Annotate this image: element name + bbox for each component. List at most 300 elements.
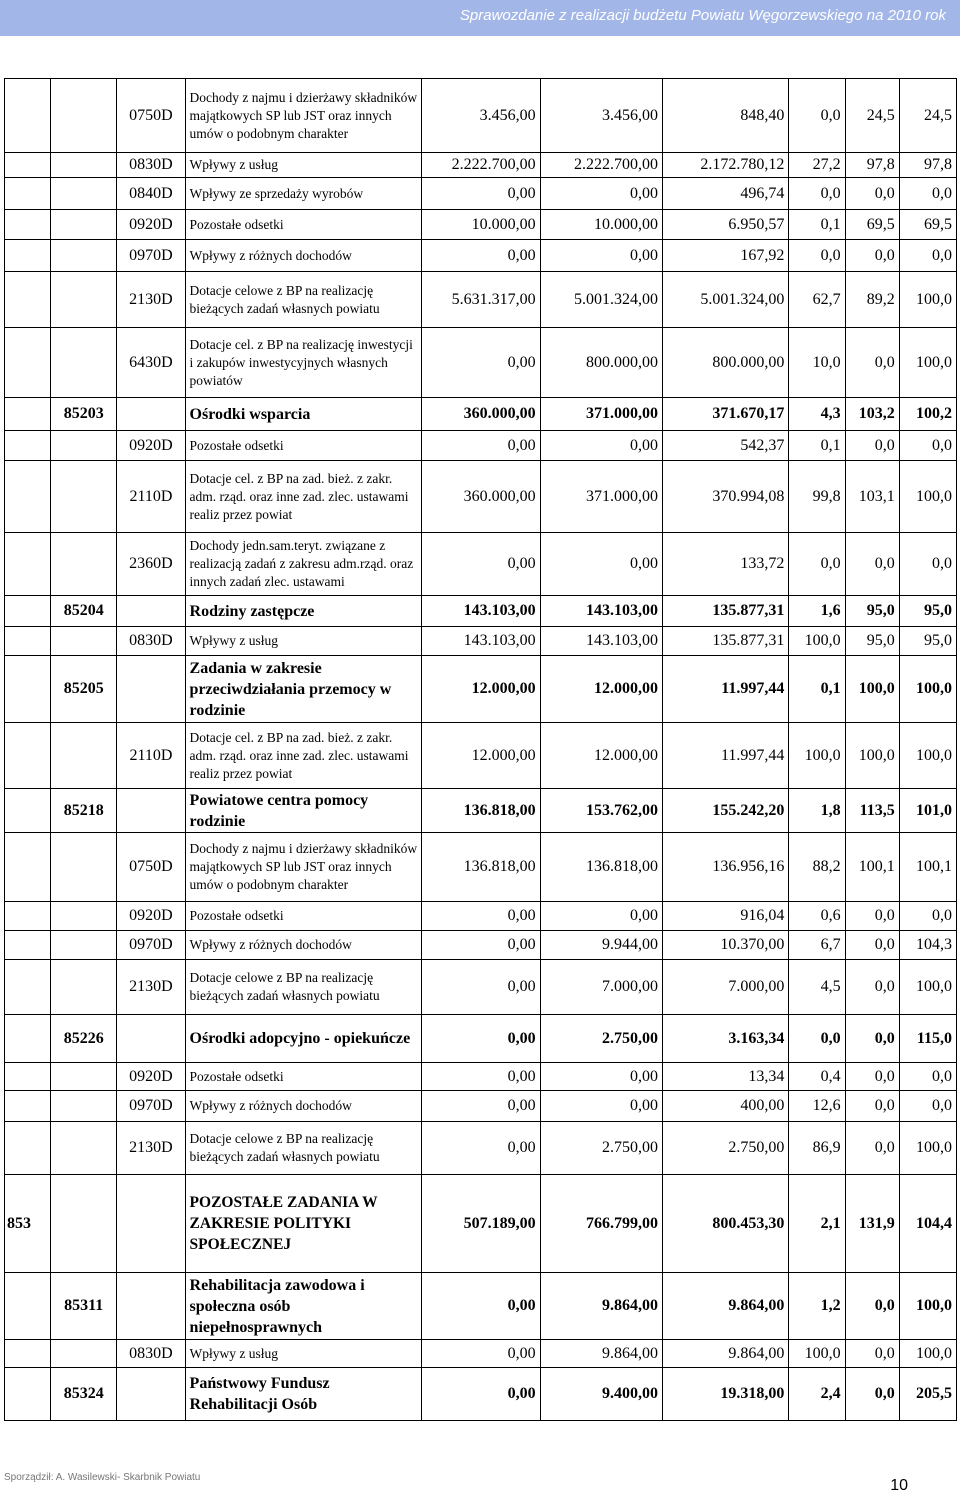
paragraph-code: 0920D xyxy=(117,210,185,240)
value-v5: 0,0 xyxy=(845,1122,899,1175)
value-v2: 371.000,00 xyxy=(540,461,662,533)
paragraph-code: 6430D xyxy=(117,328,185,398)
value-v5: 131,9 xyxy=(845,1175,899,1273)
value-v6: 100,0 xyxy=(899,960,956,1015)
section-code xyxy=(5,272,51,328)
section-code xyxy=(5,902,51,931)
value-v2: 9.944,00 xyxy=(540,931,662,960)
value-v4: 100,0 xyxy=(789,1340,845,1368)
value-v5: 0,0 xyxy=(845,1091,899,1122)
value-v1: 0,00 xyxy=(422,1368,540,1421)
value-v1: 0,00 xyxy=(422,1273,540,1340)
description-cell: Dotacje celowe z BP na realizację bieżących zadań własnych powiatu xyxy=(185,1122,422,1175)
value-v3: 496,74 xyxy=(663,178,789,210)
value-v3: 11.997,44 xyxy=(663,723,789,789)
description-cell: Rehabilitacja zawodowa i społeczna osób niepełnosprawnych xyxy=(185,1273,422,1340)
paragraph-code: 0920D xyxy=(117,431,185,461)
value-v2: 136.818,00 xyxy=(540,833,662,902)
value-v6: 100,0 xyxy=(899,1122,956,1175)
section-code xyxy=(5,153,51,178)
value-v4: 86,9 xyxy=(789,1122,845,1175)
description-cell: Dotacje celowe z BP na realizację bieżących zadań własnych powiatu xyxy=(185,272,422,328)
value-v4: 99,8 xyxy=(789,461,845,533)
table-row xyxy=(5,178,957,210)
value-v1: 0,00 xyxy=(422,533,540,596)
value-v2: 0,00 xyxy=(540,1091,662,1122)
section-code xyxy=(5,461,51,533)
section-code xyxy=(5,431,51,461)
chapter-code xyxy=(51,1091,117,1122)
table-row xyxy=(5,240,957,272)
value-v3: 542,37 xyxy=(663,431,789,461)
value-v4: 12,6 xyxy=(789,1091,845,1122)
value-v5: 0,0 xyxy=(845,902,899,931)
chapter-code xyxy=(51,153,117,178)
chapter-code xyxy=(51,723,117,789)
chapter-code: 85218 xyxy=(51,789,117,833)
value-v1: 3.456,00 xyxy=(422,79,540,153)
table-row xyxy=(5,1091,957,1122)
value-v6: 100,2 xyxy=(899,398,956,431)
paragraph-code xyxy=(117,1015,185,1063)
value-v6: 205,5 xyxy=(899,1368,956,1421)
description-cell: POZOSTAŁE ZADANIA W ZAKRESIE POLITYKI SPOŁECZNEJ xyxy=(185,1175,422,1273)
chapter-code xyxy=(51,833,117,902)
description-cell: Powiatowe centra pomocy rodzinie xyxy=(185,789,422,833)
value-v5: 89,2 xyxy=(845,272,899,328)
value-v2: 371.000,00 xyxy=(540,398,662,431)
value-v3: 371.670,17 xyxy=(663,398,789,431)
paragraph-code xyxy=(117,1175,185,1273)
value-v6: 69,5 xyxy=(899,210,956,240)
chapter-code xyxy=(51,1063,117,1091)
value-v4: 0,0 xyxy=(789,178,845,210)
paragraph-code: 2130D xyxy=(117,960,185,1015)
value-v2: 12.000,00 xyxy=(540,723,662,789)
report-title: Sprawozdanie z realizacji budżetu Powiatu Węgorzewskiego na 2010 rok xyxy=(459,7,946,24)
table-row xyxy=(5,1175,957,1273)
value-v5: 0,0 xyxy=(845,178,899,210)
value-v2: 800.000,00 xyxy=(540,328,662,398)
value-v4: 4,5 xyxy=(789,960,845,1015)
value-v1: 0,00 xyxy=(422,1122,540,1175)
section-code xyxy=(5,1015,51,1063)
table-row xyxy=(5,533,957,596)
value-v4: 0,0 xyxy=(789,79,845,153)
paragraph-code: 2360D xyxy=(117,533,185,596)
value-v2: 9.864,00 xyxy=(540,1340,662,1368)
table-row xyxy=(5,1122,957,1175)
paragraph-code: 0840D xyxy=(117,178,185,210)
paragraph-code: 0830D xyxy=(117,627,185,656)
value-v2: 766.799,00 xyxy=(540,1175,662,1273)
section-code xyxy=(5,328,51,398)
value-v5: 0,0 xyxy=(845,1015,899,1063)
value-v4: 0,1 xyxy=(789,656,845,723)
section-code xyxy=(5,931,51,960)
value-v3: 19.318,00 xyxy=(663,1368,789,1421)
section-code xyxy=(5,627,51,656)
value-v2: 0,00 xyxy=(540,178,662,210)
value-v6: 95,0 xyxy=(899,627,956,656)
footer-author: Sporządził: A. Wasilewski- Skarbnik Powiatu xyxy=(4,1472,201,1483)
value-v1: 5.631.317,00 xyxy=(422,272,540,328)
paragraph-code xyxy=(117,596,185,627)
section-code xyxy=(5,533,51,596)
value-v5: 97,8 xyxy=(845,153,899,178)
chapter-code: 85324 xyxy=(51,1368,117,1421)
value-v1: 0,00 xyxy=(422,902,540,931)
description-cell: Wpływy z różnych dochodów xyxy=(185,240,422,272)
paragraph-code xyxy=(117,656,185,723)
value-v5: 113,5 xyxy=(845,789,899,833)
chapter-code xyxy=(51,1122,117,1175)
value-v6: 100,0 xyxy=(899,723,956,789)
paragraph-code xyxy=(117,398,185,431)
value-v6: 0,0 xyxy=(899,178,956,210)
value-v2: 2.750,00 xyxy=(540,1122,662,1175)
value-v1: 10.000,00 xyxy=(422,210,540,240)
table-row xyxy=(5,931,957,960)
value-v4: 100,0 xyxy=(789,723,845,789)
value-v1: 0,00 xyxy=(422,960,540,1015)
revenue-table xyxy=(4,78,957,1421)
value-v6: 24,5 xyxy=(899,79,956,153)
value-v4: 1,6 xyxy=(789,596,845,627)
value-v4: 6,7 xyxy=(789,931,845,960)
value-v4: 88,2 xyxy=(789,833,845,902)
chapter-code: 85204 xyxy=(51,596,117,627)
description-cell: Pozostałe odsetki xyxy=(185,902,422,931)
description-cell: Dochody z najmu i dzierżawy składników majątkowych SP lub JST oraz innych umów o podobnym charakter xyxy=(185,79,422,153)
value-v6: 0,0 xyxy=(899,240,956,272)
value-v2: 3.456,00 xyxy=(540,79,662,153)
value-v4: 2,1 xyxy=(789,1175,845,1273)
paragraph-code: 0970D xyxy=(117,240,185,272)
table-row xyxy=(5,902,957,931)
chapter-code: 85311 xyxy=(51,1273,117,1340)
description-cell: Wpływy z różnych dochodów xyxy=(185,931,422,960)
table-row xyxy=(5,656,957,723)
value-v1: 0,00 xyxy=(422,328,540,398)
value-v3: 5.001.324,00 xyxy=(663,272,789,328)
table-row xyxy=(5,1063,957,1091)
paragraph-code: 0830D xyxy=(117,1340,185,1368)
value-v1: 0,00 xyxy=(422,1340,540,1368)
value-v2: 12.000,00 xyxy=(540,656,662,723)
value-v4: 100,0 xyxy=(789,627,845,656)
chapter-code xyxy=(51,931,117,960)
table-row xyxy=(5,398,957,431)
paragraph-code xyxy=(117,1368,185,1421)
value-v4: 4,3 xyxy=(789,398,845,431)
chapter-code: 85226 xyxy=(51,1015,117,1063)
value-v3: 133,72 xyxy=(663,533,789,596)
section-code xyxy=(5,596,51,627)
table-row xyxy=(5,210,957,240)
table-row xyxy=(5,833,957,902)
section-code xyxy=(5,178,51,210)
description-cell: Dotacje celowe z BP na realizację bieżących zadań własnych powiatu xyxy=(185,960,422,1015)
value-v6: 0,0 xyxy=(899,1063,956,1091)
section-code xyxy=(5,1091,51,1122)
description-cell: Rodziny zastępcze xyxy=(185,596,422,627)
section-code: 853 xyxy=(5,1175,51,1273)
section-code xyxy=(5,833,51,902)
value-v2: 0,00 xyxy=(540,902,662,931)
value-v5: 103,1 xyxy=(845,461,899,533)
description-cell: Dochody z najmu i dzierżawy składników majątkowych SP lub JST oraz innych umów o podobnym charakter xyxy=(185,833,422,902)
value-v1: 360.000,00 xyxy=(422,461,540,533)
table-row xyxy=(5,1368,957,1421)
paragraph-code xyxy=(117,1273,185,1340)
description-cell: Ośrodki adopcyjno - opiekuńcze xyxy=(185,1015,422,1063)
chapter-code xyxy=(51,431,117,461)
value-v1: 143.103,00 xyxy=(422,596,540,627)
value-v4: 0,0 xyxy=(789,1015,845,1063)
paragraph-code: 2130D xyxy=(117,1122,185,1175)
chapter-code xyxy=(51,461,117,533)
value-v1: 12.000,00 xyxy=(422,723,540,789)
value-v3: 2.750,00 xyxy=(663,1122,789,1175)
table-row xyxy=(5,789,957,833)
value-v5: 0,0 xyxy=(845,1273,899,1340)
value-v2: 0,00 xyxy=(540,1063,662,1091)
section-code xyxy=(5,1273,51,1340)
description-cell: Pozostałe odsetki xyxy=(185,431,422,461)
page-number: 10 xyxy=(890,1477,908,1494)
paragraph-code: 0830D xyxy=(117,153,185,178)
value-v2: 9.864,00 xyxy=(540,1273,662,1340)
chapter-code xyxy=(51,902,117,931)
value-v3: 155.242,20 xyxy=(663,789,789,833)
chapter-code xyxy=(51,272,117,328)
value-v6: 97,8 xyxy=(899,153,956,178)
value-v6: 0,0 xyxy=(899,1091,956,1122)
section-code xyxy=(5,1340,51,1368)
value-v1: 0,00 xyxy=(422,240,540,272)
value-v3: 916,04 xyxy=(663,902,789,931)
value-v3: 136.956,16 xyxy=(663,833,789,902)
paragraph-code: 2110D xyxy=(117,461,185,533)
description-cell: Wpływy ze sprzedaży wyrobów xyxy=(185,178,422,210)
table-row xyxy=(5,596,957,627)
table-row xyxy=(5,79,957,153)
value-v4: 1,2 xyxy=(789,1273,845,1340)
table-row xyxy=(5,461,957,533)
value-v5: 95,0 xyxy=(845,627,899,656)
section-code xyxy=(5,240,51,272)
value-v4: 0,4 xyxy=(789,1063,845,1091)
value-v6: 100,1 xyxy=(899,833,956,902)
chapter-code xyxy=(51,1340,117,1368)
chapter-code: 85203 xyxy=(51,398,117,431)
value-v6: 0,0 xyxy=(899,431,956,461)
section-code xyxy=(5,960,51,1015)
section-code xyxy=(5,210,51,240)
chapter-code xyxy=(51,328,117,398)
section-code xyxy=(5,723,51,789)
value-v6: 100,0 xyxy=(899,656,956,723)
value-v1: 136.818,00 xyxy=(422,833,540,902)
value-v5: 0,0 xyxy=(845,328,899,398)
value-v6: 101,0 xyxy=(899,789,956,833)
table-row xyxy=(5,328,957,398)
table-row xyxy=(5,723,957,789)
value-v6: 100,0 xyxy=(899,272,956,328)
value-v6: 95,0 xyxy=(899,596,956,627)
table-row xyxy=(5,1340,957,1368)
description-cell: Dotacje cel. z BP na realizację inwestycji i zakupów inwestycyjnych własnych powiatów xyxy=(185,328,422,398)
value-v2: 10.000,00 xyxy=(540,210,662,240)
chapter-code xyxy=(51,240,117,272)
section-code xyxy=(5,1122,51,1175)
value-v5: 0,0 xyxy=(845,931,899,960)
value-v1: 2.222.700,00 xyxy=(422,153,540,178)
paragraph-code: 2110D xyxy=(117,723,185,789)
value-v1: 507.189,00 xyxy=(422,1175,540,1273)
value-v1: 143.103,00 xyxy=(422,627,540,656)
value-v2: 7.000,00 xyxy=(540,960,662,1015)
value-v3: 167,92 xyxy=(663,240,789,272)
chapter-code xyxy=(51,1175,117,1273)
table-row xyxy=(5,431,957,461)
value-v2: 2.222.700,00 xyxy=(540,153,662,178)
value-v3: 13,34 xyxy=(663,1063,789,1091)
value-v6: 115,0 xyxy=(899,1015,956,1063)
description-cell: Dotacje cel. z BP na zad. bież. z zakr. adm. rząd. oraz inne zad. zlec. ustawami realiz przez powiat xyxy=(185,461,422,533)
value-v1: 0,00 xyxy=(422,1063,540,1091)
table-row xyxy=(5,627,957,656)
value-v1: 0,00 xyxy=(422,431,540,461)
description-cell: Zadania w zakresie przeciwdziałania przemocy w rodzinie xyxy=(185,656,422,723)
chapter-code xyxy=(51,210,117,240)
value-v6: 100,0 xyxy=(899,1340,956,1368)
value-v5: 0,0 xyxy=(845,1368,899,1421)
value-v5: 69,5 xyxy=(845,210,899,240)
chapter-code xyxy=(51,79,117,153)
table-row xyxy=(5,1015,957,1063)
value-v2: 0,00 xyxy=(540,431,662,461)
description-cell: Wpływy z usług xyxy=(185,1340,422,1368)
value-v3: 3.163,34 xyxy=(663,1015,789,1063)
paragraph-code: 0920D xyxy=(117,902,185,931)
value-v4: 62,7 xyxy=(789,272,845,328)
value-v3: 135.877,31 xyxy=(663,596,789,627)
value-v2: 2.750,00 xyxy=(540,1015,662,1063)
value-v3: 11.997,44 xyxy=(663,656,789,723)
value-v3: 2.172.780,12 xyxy=(663,153,789,178)
paragraph-code: 0750D xyxy=(117,79,185,153)
paragraph-code: 0970D xyxy=(117,1091,185,1122)
value-v3: 10.370,00 xyxy=(663,931,789,960)
value-v2: 9.400,00 xyxy=(540,1368,662,1421)
value-v1: 12.000,00 xyxy=(422,656,540,723)
description-cell: Wpływy z usług xyxy=(185,627,422,656)
section-code xyxy=(5,1063,51,1091)
table-row xyxy=(5,272,957,328)
value-v6: 104,3 xyxy=(899,931,956,960)
section-code xyxy=(5,79,51,153)
value-v5: 0,0 xyxy=(845,1340,899,1368)
value-v3: 848,40 xyxy=(663,79,789,153)
value-v6: 100,0 xyxy=(899,1273,956,1340)
value-v3: 9.864,00 xyxy=(663,1340,789,1368)
value-v3: 800.000,00 xyxy=(663,328,789,398)
description-cell: Dochody jedn.sam.teryt. związane z realizacją zadań z zakresu adm.rząd. oraz innych zadań zlec. ustawami xyxy=(185,533,422,596)
chapter-code xyxy=(51,627,117,656)
value-v5: 0,0 xyxy=(845,1063,899,1091)
section-code xyxy=(5,656,51,723)
description-cell: Pozostałe odsetki xyxy=(185,210,422,240)
table-row xyxy=(5,153,957,178)
description-cell: Wpływy z różnych dochodów xyxy=(185,1091,422,1122)
value-v3: 9.864,00 xyxy=(663,1273,789,1340)
paragraph-code xyxy=(117,789,185,833)
description-cell: Dotacje cel. z BP na zad. bież. z zakr. adm. rząd. oraz inne zad. zlec. ustawami realiz przez powiat xyxy=(185,723,422,789)
value-v3: 370.994,08 xyxy=(663,461,789,533)
value-v4: 0,1 xyxy=(789,210,845,240)
value-v6: 100,0 xyxy=(899,461,956,533)
value-v4: 1,8 xyxy=(789,789,845,833)
value-v5: 100,1 xyxy=(845,833,899,902)
paragraph-code: 0920D xyxy=(117,1063,185,1091)
table-body xyxy=(5,79,957,1421)
value-v1: 0,00 xyxy=(422,931,540,960)
value-v4: 2,4 xyxy=(789,1368,845,1421)
chapter-code xyxy=(51,533,117,596)
value-v3: 6.950,57 xyxy=(663,210,789,240)
value-v2: 0,00 xyxy=(540,240,662,272)
value-v3: 800.453,30 xyxy=(663,1175,789,1273)
paragraph-code: 2130D xyxy=(117,272,185,328)
value-v2: 5.001.324,00 xyxy=(540,272,662,328)
value-v4: 27,2 xyxy=(789,153,845,178)
value-v5: 24,5 xyxy=(845,79,899,153)
description-cell: Wpływy z usług xyxy=(185,153,422,178)
value-v5: 100,0 xyxy=(845,723,899,789)
value-v5: 0,0 xyxy=(845,533,899,596)
description-cell: Państwowy Fundusz Rehabilitacji Osób xyxy=(185,1368,422,1421)
value-v6: 0,0 xyxy=(899,902,956,931)
value-v1: 360.000,00 xyxy=(422,398,540,431)
value-v4: 0,0 xyxy=(789,533,845,596)
value-v6: 104,4 xyxy=(899,1175,956,1273)
value-v4: 10,0 xyxy=(789,328,845,398)
value-v2: 0,00 xyxy=(540,533,662,596)
value-v5: 0,0 xyxy=(845,431,899,461)
value-v1: 0,00 xyxy=(422,178,540,210)
description-cell: Pozostałe odsetki xyxy=(185,1063,422,1091)
section-code xyxy=(5,789,51,833)
table-row xyxy=(5,1273,957,1340)
paragraph-code: 0750D xyxy=(117,833,185,902)
value-v5: 95,0 xyxy=(845,596,899,627)
value-v5: 0,0 xyxy=(845,960,899,1015)
value-v3: 400,00 xyxy=(663,1091,789,1122)
table-row xyxy=(5,960,957,1015)
value-v4: 0,1 xyxy=(789,431,845,461)
paragraph-code: 0970D xyxy=(117,931,185,960)
chapter-code xyxy=(51,178,117,210)
chapter-code xyxy=(51,960,117,1015)
page-header xyxy=(0,0,960,36)
value-v2: 143.103,00 xyxy=(540,596,662,627)
chapter-code: 85205 xyxy=(51,656,117,723)
value-v6: 100,0 xyxy=(899,328,956,398)
value-v4: 0,6 xyxy=(789,902,845,931)
value-v5: 100,0 xyxy=(845,656,899,723)
